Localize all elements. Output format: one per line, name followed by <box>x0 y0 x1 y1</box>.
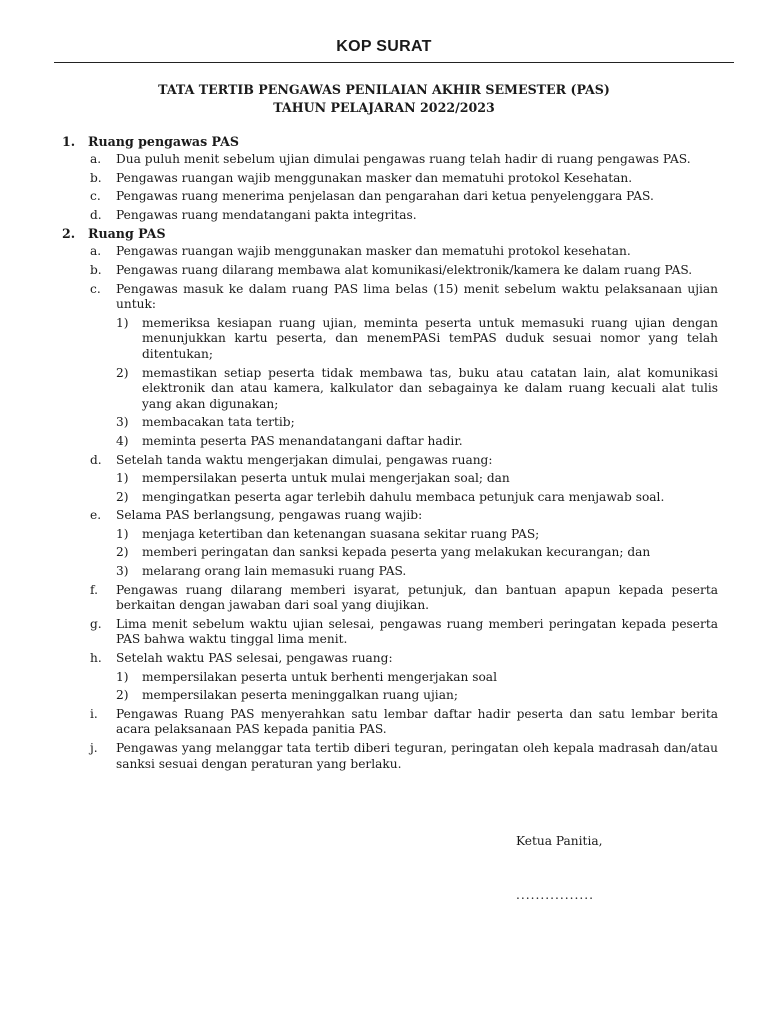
list-item <box>0 189 768 205</box>
document-subtitle: TAHUN PELAJARAN 2022/2023 <box>273 100 495 115</box>
sub-list-item-text: membacakan tata tertib; <box>142 415 295 430</box>
sub-list-item <box>0 434 768 450</box>
sub-list-item-marker: 2) <box>116 688 129 703</box>
sub-list-item-text: memastikan setiap peserta tidak membawa tas, buku atau catatan lain, alat komunikasi elektronik dan atau kamera, kalkulator dan sebagainya ke dalam ruang kecuali alat tulis yang akan digunakan; <box>142 365 718 411</box>
sub-list-item-marker: 1) <box>116 471 129 486</box>
section-number: 2. <box>62 226 76 242</box>
list-item-marker: b. <box>90 170 102 185</box>
section-title: Ruang pengawas PAS <box>88 134 239 149</box>
sub-list-item <box>0 366 768 413</box>
list-item <box>0 617 768 648</box>
list-item-marker: g. <box>90 616 102 631</box>
list-item-marker: a. <box>90 244 102 259</box>
sub-list-item-marker: 1) <box>116 526 129 541</box>
list-item <box>0 583 768 614</box>
sub-list-item <box>0 490 768 506</box>
list-item-marker: c. <box>90 281 101 296</box>
list-item-marker: a. <box>90 152 102 166</box>
section-heading <box>0 226 768 244</box>
sub-list-item-text: mempersilakan peserta untuk berhenti mengerjakan soal <box>142 669 497 684</box>
list-item-text: Pengawas ruang menerima penjelasan dan pengarahan dari ketua penyelenggara PAS. <box>116 189 654 204</box>
list-item-marker: d. <box>90 452 102 467</box>
list-item-text: Pengawas ruang dilarang memberi isyarat, petunjuk, dan bantuan apapun kepada peserta berkaitan dengan jawaban dari soal yang diujikan. <box>116 582 718 613</box>
list-item <box>0 244 768 260</box>
signature-name-placeholder: ................ <box>516 888 594 902</box>
document-title: TATA TERTIB PENGAWAS PENILAIAN AKHIR SEMESTER (PAS) <box>158 82 610 97</box>
list-item <box>0 152 768 168</box>
list-item-marker: e. <box>90 508 102 523</box>
sub-list-item-text: mengingatkan peserta agar terlebih dahulu membaca petunjuk cara menjawab soal. <box>142 489 665 504</box>
sub-list-item-text: memberi peringatan dan sanksi kepada peserta yang melakukan kecurangan; dan <box>142 545 651 560</box>
sub-list-item <box>0 670 768 686</box>
list-item <box>0 263 768 279</box>
sub-list-item-marker: 2) <box>116 365 129 380</box>
sub-list-item-marker: 4) <box>116 433 129 448</box>
list-item-text: Pengawas ruang mendatangani pakta integritas. <box>116 207 417 222</box>
section-number: 1. <box>62 134 76 149</box>
list-item-text: Setelah tanda waktu mengerjakan dimulai, pengawas ruang: <box>116 452 493 467</box>
list-item <box>0 741 768 772</box>
list-item-text: Pengawas ruang dilarang membawa alat komunikasi/elektronik/kamera ke dalam ruang PAS. <box>116 262 693 277</box>
sub-list-item-text: meminta peserta PAS menandatangani daftar hadir. <box>142 433 463 448</box>
rules-content <box>0 134 768 775</box>
sub-list-item-marker: 1) <box>116 315 129 330</box>
list-item-marker: c. <box>90 189 101 204</box>
sub-list-item-text: mempersilakan peserta untuk mulai mengerjakan soal; dan <box>142 471 510 486</box>
sub-list-item <box>0 415 768 431</box>
sub-list-item-marker: 3) <box>116 564 129 579</box>
list-item <box>0 282 768 313</box>
list-item-marker: h. <box>90 651 102 666</box>
list-item <box>0 651 768 667</box>
list-item-text: Pengawas Ruang PAS menyerahkan satu lembar daftar hadir peserta dan satu lembar berita acara pelaksanaan PAS kepada panitia PAS. <box>116 706 718 737</box>
list-item-text: Pengawas yang melanggar tata tertib diberi teguran, peringatan oleh kepala madrasah dan/atau sanksi sesuai dengan peraturan yang berlaku. <box>116 741 718 771</box>
section-heading <box>0 134 768 152</box>
sub-list-item <box>0 316 768 363</box>
list-item <box>0 171 768 187</box>
sub-list-item-text: menjaga ketertiban dan ketenangan suasana sekitar ruang PAS; <box>142 526 540 541</box>
list-item-text: Selama PAS berlangsung, pengawas ruang wajib: <box>116 508 423 523</box>
sub-list-item-marker: 2) <box>116 545 129 560</box>
signature-role: Ketua Panitia, <box>516 834 603 848</box>
sub-list-item-marker: 1) <box>116 669 129 684</box>
list-item-marker: f. <box>90 582 98 597</box>
sub-list-item <box>0 527 768 543</box>
list-item-marker: j. <box>90 741 98 755</box>
sub-list-item-text: mempersilakan peserta meninggalkan ruang ujian; <box>142 688 458 703</box>
sub-list-item <box>0 471 768 487</box>
sub-list-item <box>0 688 768 704</box>
sub-list-item-text: memeriksa kesiapan ruang ujian, meminta peserta untuk memasuki ruang ujian dengan menunjukkan kartu peserta, dan menemPASi temPAS duduk sesuai nomor yang telah ditentukan; <box>142 315 718 361</box>
list-item-text: Setelah waktu PAS selesai, pengawas ruang: <box>116 651 393 666</box>
list-item-text: Lima menit sebelum waktu ujian selesai, pengawas ruang memberi peringatan kepada peserta PAS bahwa waktu tinggal lima menit. <box>116 616 718 647</box>
sub-list-item-marker: 3) <box>116 415 129 430</box>
letterhead-rule <box>54 62 734 63</box>
sub-list-item <box>0 564 768 580</box>
list-item-marker: i. <box>90 706 98 721</box>
list-item-text: Pengawas ruangan wajib menggunakan masker dan mematuhi protokol Kesehatan. <box>116 170 633 185</box>
list-item <box>0 453 768 469</box>
letterhead-placeholder: KOP SURAT <box>336 38 432 55</box>
list-item <box>0 508 768 524</box>
list-item-text: Pengawas masuk ke dalam ruang PAS lima belas (15) menit sebelum waktu pelaksanaan ujian untuk: <box>116 281 718 312</box>
sub-list-item <box>0 545 768 561</box>
list-item <box>0 707 768 738</box>
list-item <box>0 208 768 224</box>
list-item-marker: d. <box>90 207 102 222</box>
sub-list-item-marker: 2) <box>116 489 129 504</box>
sub-list-item-text: melarang orang lain memasuki ruang PAS. <box>142 564 407 579</box>
list-item-marker: b. <box>90 262 102 277</box>
list-item-text: Pengawas ruangan wajib menggunakan masker dan mematuhi protokol kesehatan. <box>116 244 631 259</box>
list-item-text: Dua puluh menit sebelum ujian dimulai pengawas ruang telah hadir di ruang pengawas PAS. <box>116 152 691 166</box>
section-title: Ruang PAS <box>88 226 166 242</box>
